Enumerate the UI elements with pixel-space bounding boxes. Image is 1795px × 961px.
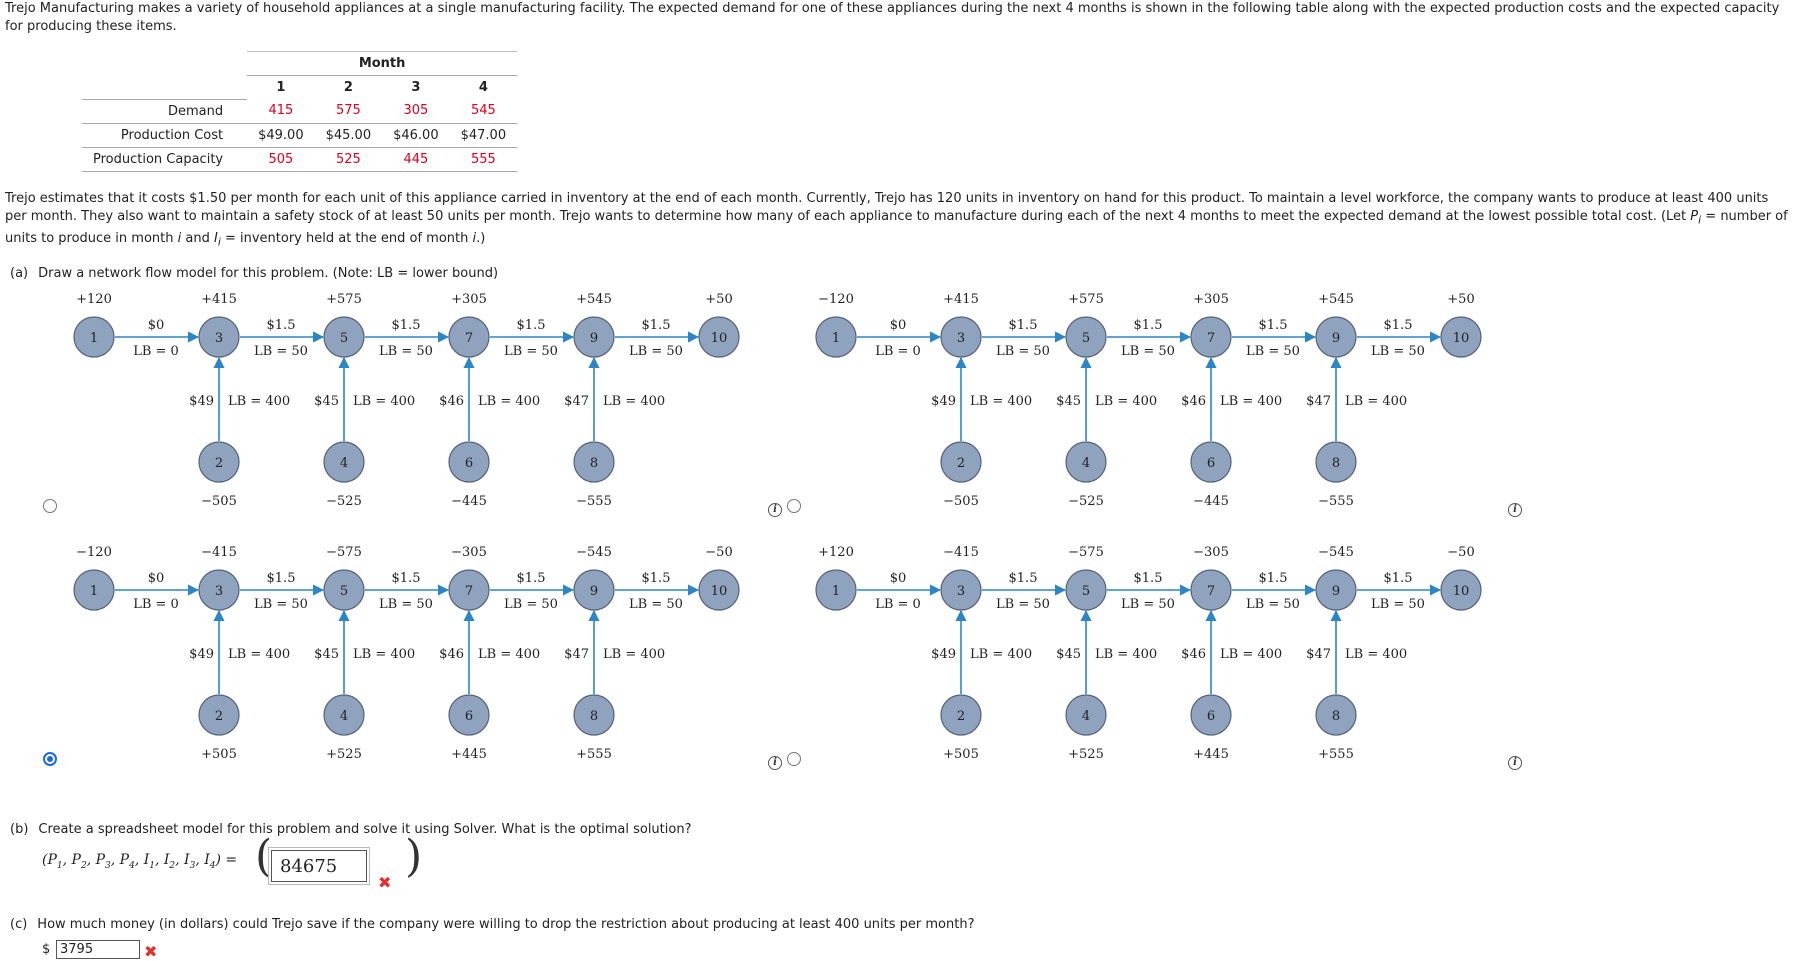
node-label: 3	[214, 331, 224, 346]
question-a: (a) Draw a network flow model for this problem. (Note: LB = lower bound)	[10, 266, 499, 281]
node-supply-label: −545	[1318, 545, 1354, 560]
arc-cost-label: $45	[1056, 647, 1081, 662]
arc-cost-label: $1.5	[391, 318, 421, 333]
info-icon[interactable]: i	[768, 503, 782, 517]
month-header: Month	[247, 52, 517, 76]
arc-lower-bound-label: LB = 400	[228, 394, 291, 409]
arc-cost-label: $46	[1181, 394, 1206, 409]
node-label: 10	[710, 584, 728, 599]
arc-lower-bound-label: LB = 50	[379, 344, 433, 359]
node-supply-label: −120	[76, 545, 112, 560]
arc-cost-label: $1.5	[266, 571, 296, 586]
month-col: 2	[343, 80, 353, 95]
arc-cost-label: $1.5	[1258, 318, 1288, 333]
node-supply-label: +555	[576, 747, 612, 762]
node-label: 1	[89, 331, 99, 346]
solution-vector-label: ($P_1$, $P_2$, $P_3$, $P_4$, $I_1$, $I_2$, $I_3$, $I_4$) =	[42, 852, 238, 871]
intro-text: Trejo Manufacturing makes a variety of household appliances at a single manufacturing facility. The expected demand for one of these appliances during the next 4 months is shown in the following table along with the expected production costs and the expected capacity for producing these items.	[5, 1, 1780, 34]
arc-lower-bound-label: LB = 50	[504, 597, 558, 612]
row-label: Demand	[82, 99, 247, 123]
node-label: 9	[589, 584, 599, 599]
arc-lower-bound-label: LB = 400	[478, 647, 541, 662]
arc-cost-label: $0	[889, 318, 907, 333]
node-label: 6	[464, 709, 474, 724]
node-label: 8	[1331, 709, 1341, 724]
node-supply-label: −415	[943, 545, 979, 560]
question-c: (c) How much money (in dollars) could Trejo save if the company were willing to drop the restriction about producing at least 400 units per month?	[10, 917, 975, 932]
node-label: 7	[1206, 584, 1216, 599]
arc-cost-label: $47	[564, 647, 589, 662]
node-label: 6	[1206, 456, 1216, 471]
node-label: 4	[339, 456, 349, 471]
node-label: 4	[1081, 709, 1091, 724]
node-label: 9	[589, 331, 599, 346]
arc-cost-label: $46	[439, 394, 464, 409]
arc-lower-bound-label: LB = 400	[228, 647, 291, 662]
arc-lower-bound-label: LB = 400	[478, 394, 541, 409]
node-supply-label: −445	[451, 494, 487, 509]
node-supply-label: +50	[705, 292, 733, 307]
node-supply-label: −555	[576, 494, 612, 509]
node-supply-label: −50	[705, 545, 733, 560]
arc-lower-bound-label: LB = 400	[1095, 647, 1158, 662]
node-label: 10	[1452, 331, 1470, 346]
node-supply-label: +505	[201, 747, 237, 762]
arc-lower-bound-label: LB = 400	[970, 647, 1033, 662]
arc-cost-label: $1.5	[1258, 571, 1288, 586]
node-label: 2	[956, 709, 966, 724]
month-col: 4	[478, 80, 488, 95]
node-label: 1	[89, 584, 99, 599]
arc-cost-label: $1.5	[641, 571, 671, 586]
node-supply-label: +525	[1068, 747, 1104, 762]
option-radio-3[interactable]	[43, 752, 57, 766]
node-supply-label: −575	[326, 545, 362, 560]
close-paren: )	[405, 831, 423, 882]
node-supply-label: −445	[1193, 494, 1229, 509]
node-supply-label: +120	[818, 545, 854, 560]
arc-cost-label: $0	[147, 318, 165, 333]
arc-cost-label: $47	[564, 394, 589, 409]
arc-lower-bound-label: LB = 400	[1345, 394, 1408, 409]
node-label: 3	[956, 331, 966, 346]
option-radio-1[interactable]	[43, 499, 57, 513]
node-label: 1	[831, 584, 841, 599]
node-supply-label: −545	[576, 545, 612, 560]
node-label: 7	[464, 331, 474, 346]
node-label: 5	[339, 331, 349, 346]
arc-lower-bound-label: LB = 50	[629, 597, 683, 612]
option-radio-4[interactable]	[787, 752, 801, 766]
node-label: 5	[1081, 584, 1091, 599]
node-supply-label: +545	[1318, 292, 1354, 307]
incorrect-icon: ✖	[144, 942, 158, 961]
arc-cost-label: $49	[189, 394, 214, 409]
info-icon[interactable]: i	[768, 756, 782, 770]
node-supply-label: +445	[1193, 747, 1229, 762]
arc-lower-bound-label: LB = 400	[1095, 394, 1158, 409]
table-row: Production Cost $49.00 $45.00 $46.00 $47.00	[82, 123, 517, 147]
node-supply-label: +50	[1447, 292, 1475, 307]
node-label: 2	[214, 709, 224, 724]
arc-cost-label: $1.5	[1383, 571, 1413, 586]
node-label: 2	[956, 456, 966, 471]
node-supply-label: +305	[451, 292, 487, 307]
node-supply-label: −525	[326, 494, 362, 509]
arc-lower-bound-label: LB = 50	[254, 597, 308, 612]
node-label: 2	[214, 456, 224, 471]
node-supply-label: −555	[1318, 494, 1354, 509]
node-supply-label: −120	[818, 292, 854, 307]
problem-description: Trejo estimates that it costs $1.50 per month for each unit of this appliance carried in inventory at the end of each month. Currently, Trejo has 120 units in inventory on hand for this product. To maintain a level workforce, the company wants to produce at least 400 units per month. They also want to maintain a safety stock of at least 50 units per month. Trejo wants to determine how many of each appliance to manufacture during each of the next 4 months to meet the expected demand at the lowest possible total cost. (Let $P_i$ = number of units to produce in month i and $I_i$ = inventory held at the end of month i.)	[5, 191, 1788, 249]
arc-lower-bound-label: LB = 400	[603, 647, 666, 662]
solution-answer-box[interactable]: 84675	[271, 850, 367, 882]
arc-lower-bound-label: LB = 50	[1121, 344, 1175, 359]
arc-cost-label: $46	[1181, 647, 1206, 662]
arc-lower-bound-label: LB = 0	[133, 344, 179, 359]
arc-cost-label: $0	[147, 571, 165, 586]
arc-lower-bound-label: LB = 400	[1345, 647, 1408, 662]
arc-lower-bound-label: LB = 50	[1246, 344, 1300, 359]
option-radio-2[interactable]	[787, 499, 801, 513]
node-supply-label: −50	[1447, 545, 1475, 560]
arc-lower-bound-label: LB = 50	[629, 344, 683, 359]
arc-cost-label: $45	[314, 394, 339, 409]
node-label: 10	[710, 331, 728, 346]
node-label: 5	[339, 584, 349, 599]
node-supply-label: −415	[201, 545, 237, 560]
node-supply-label: +415	[201, 292, 237, 307]
arc-cost-label: $46	[439, 647, 464, 662]
arc-cost-label: $47	[1306, 647, 1331, 662]
arc-lower-bound-label: LB = 0	[133, 597, 179, 612]
node-label: 3	[956, 584, 966, 599]
arc-lower-bound-label: LB = 50	[1246, 597, 1300, 612]
node-supply-label: +575	[326, 292, 362, 307]
arc-lower-bound-label: LB = 400	[353, 647, 416, 662]
node-supply-label: +545	[576, 292, 612, 307]
node-label: 5	[1081, 331, 1091, 346]
arc-lower-bound-label: LB = 50	[996, 344, 1050, 359]
arc-lower-bound-label: LB = 50	[379, 597, 433, 612]
node-label: 4	[339, 709, 349, 724]
node-label: 4	[1081, 456, 1091, 471]
arc-cost-label: $1.5	[266, 318, 296, 333]
node-supply-label: +525	[326, 747, 362, 762]
node-supply-label: −575	[1068, 545, 1104, 560]
row-label: Production Cost	[82, 123, 247, 147]
node-supply-label: +575	[1068, 292, 1104, 307]
arc-lower-bound-label: LB = 0	[875, 344, 921, 359]
node-supply-label: +305	[1193, 292, 1229, 307]
arc-cost-label: $1.5	[1133, 571, 1163, 586]
arc-lower-bound-label: LB = 400	[1220, 394, 1283, 409]
arc-lower-bound-label: LB = 0	[875, 597, 921, 612]
currency-symbol: $	[42, 942, 51, 957]
arc-lower-bound-label: LB = 50	[1121, 597, 1175, 612]
incorrect-icon: ✖	[378, 873, 392, 892]
arc-cost-label: $1.5	[516, 318, 546, 333]
info-icon[interactable]: i	[1508, 503, 1522, 517]
node-label: 8	[1331, 456, 1341, 471]
arc-cost-label: $49	[189, 647, 214, 662]
month-col: 3	[411, 80, 421, 95]
arc-lower-bound-label: LB = 400	[1220, 647, 1283, 662]
arc-lower-bound-label: LB = 400	[970, 394, 1033, 409]
arc-cost-label: $1.5	[1008, 318, 1038, 333]
arc-lower-bound-label: LB = 400	[353, 394, 416, 409]
savings-input[interactable]: 3795	[56, 940, 140, 959]
node-supply-label: −505	[943, 494, 979, 509]
node-label: 7	[1206, 331, 1216, 346]
table-row: Production Capacity 505 525 445 555	[82, 147, 517, 171]
arc-cost-label: $1.5	[1008, 571, 1038, 586]
arc-cost-label: $1.5	[641, 318, 671, 333]
node-label: 9	[1331, 331, 1341, 346]
arc-cost-label: $45	[1056, 394, 1081, 409]
node-label: 9	[1331, 584, 1341, 599]
node-supply-label: −305	[451, 545, 487, 560]
arc-cost-label: $45	[314, 647, 339, 662]
node-supply-label: +120	[76, 292, 112, 307]
arc-cost-label: $49	[931, 647, 956, 662]
month-col: 1	[276, 80, 286, 95]
node-supply-label: −525	[1068, 494, 1104, 509]
arc-cost-label: $47	[1306, 394, 1331, 409]
arc-lower-bound-label: LB = 50	[1371, 597, 1425, 612]
arc-cost-label: $49	[931, 394, 956, 409]
node-supply-label: −305	[1193, 545, 1229, 560]
node-supply-label: +505	[943, 747, 979, 762]
arc-cost-label: $1.5	[1133, 318, 1163, 333]
arc-lower-bound-label: LB = 50	[1371, 344, 1425, 359]
node-label: 1	[831, 331, 841, 346]
arc-lower-bound-label: LB = 400	[603, 394, 666, 409]
node-label: 7	[464, 584, 474, 599]
arc-lower-bound-label: LB = 50	[254, 344, 308, 359]
row-label: Production Capacity	[82, 147, 247, 171]
node-label: 8	[589, 709, 599, 724]
node-supply-label: +445	[451, 747, 487, 762]
arc-cost-label: $1.5	[391, 571, 421, 586]
info-icon[interactable]: i	[1508, 756, 1522, 770]
node-supply-label: +415	[943, 292, 979, 307]
arc-cost-label: $0	[889, 571, 907, 586]
node-label: 6	[1206, 709, 1216, 724]
arc-cost-label: $1.5	[516, 571, 546, 586]
arc-cost-label: $1.5	[1383, 318, 1413, 333]
open-paren: (	[255, 831, 273, 882]
question-b: (b) Create a spreadsheet model for this problem and solve it using Solver. What is the optimal solution?	[10, 822, 692, 837]
node-label: 10	[1452, 584, 1470, 599]
node-supply-label: −505	[201, 494, 237, 509]
arc-lower-bound-label: LB = 50	[504, 344, 558, 359]
node-supply-label: +555	[1318, 747, 1354, 762]
table-row: Demand 415 575 305 545	[82, 99, 517, 123]
node-label: 8	[589, 456, 599, 471]
node-label: 6	[464, 456, 474, 471]
node-label: 3	[214, 584, 224, 599]
arc-lower-bound-label: LB = 50	[996, 597, 1050, 612]
